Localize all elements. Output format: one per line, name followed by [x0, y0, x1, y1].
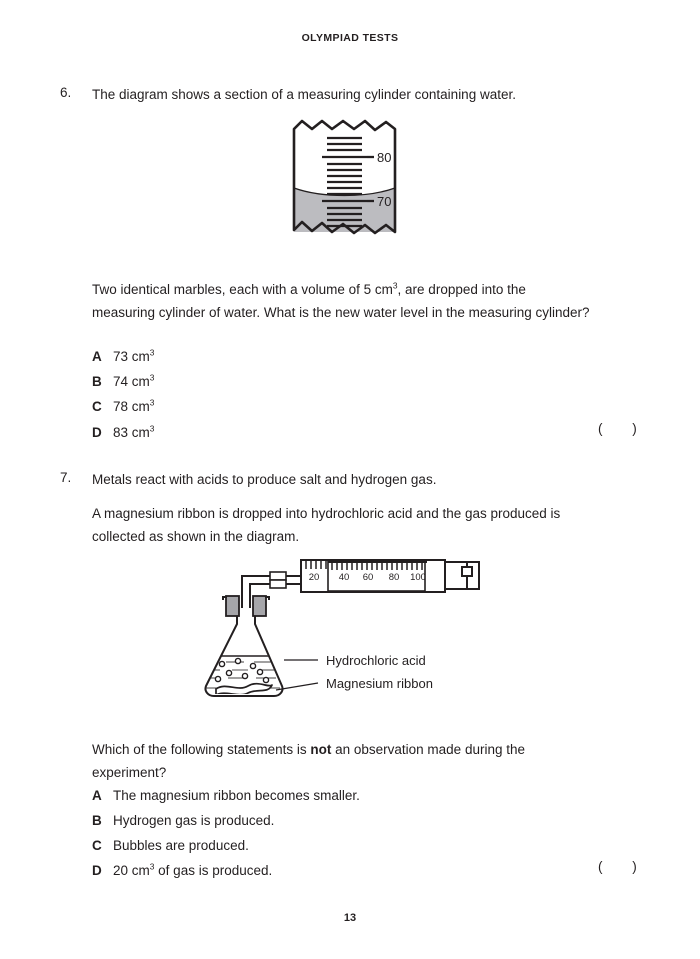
question-6-option-A — [92, 345, 612, 368]
question-7-answer-box[interactable]: ( ) — [598, 859, 650, 874]
syringe-plunger-end — [467, 562, 479, 589]
question-6-number: 6. — [60, 85, 72, 100]
tube-connector-lower — [270, 580, 286, 588]
gas-syringe-apparatus-diagram — [196, 548, 496, 706]
option-letter: C — [92, 838, 102, 853]
option-text: Bubbles are produced. — [113, 838, 249, 853]
syringe-scale-label-20: 20 — [308, 572, 320, 583]
cylinder-scale-label-70: 70 — [377, 194, 392, 209]
question-6-paragraph: Two identical marbles, each with a volume of 5 $cm^3$, are dropped into the measuring cylinder of water. What is the new water level in the measuring cylinder? — [92, 280, 590, 320]
question-7-stem: Metals react with acids to produce salt and hydrogen gas. — [92, 472, 437, 487]
question-7-paragraph: Which of the following statements is not an observation made during the experiment? — [92, 742, 525, 780]
page-number: 13 — [343, 912, 357, 924]
tube-connector-upper — [270, 572, 286, 580]
conical-flask-outline — [205, 608, 282, 696]
syringe-plunger-seal — [328, 559, 427, 563]
option-text: 78 $cm^3$ — [113, 397, 155, 414]
question-6-answer-box[interactable]: ( ) — [598, 421, 650, 436]
option-text: 83 $cm^3$ — [113, 423, 155, 440]
question-7-option-C — [92, 834, 612, 857]
question-6-stem: The diagram shows a section of a measuring cylinder containing water. — [92, 87, 516, 102]
option-text: 73 $cm^3$ — [113, 347, 155, 364]
measuring-cylinder-diagram — [282, 112, 412, 247]
callout-label-magnesium-ribbon: Magnesium ribbon — [326, 676, 433, 691]
syringe-scale-label-40: 40 — [338, 572, 350, 583]
question-6-option-C — [92, 395, 612, 418]
option-letter: B — [92, 813, 102, 828]
question-7-option-B — [92, 809, 612, 832]
syringe-scale-label-60: 60 — [362, 572, 374, 583]
stopper-right-block — [253, 596, 266, 616]
syringe-scale-label-80: 80 — [388, 572, 400, 583]
stopper-left-block — [226, 596, 239, 616]
syringe-scale-label-100: 100 — [410, 572, 426, 583]
option-letter: A — [92, 349, 102, 364]
option-letter: A — [92, 788, 102, 803]
question-7-stem-2: A magnesium ribbon is dropped into hydrochloric acid and the gas produced is collected as shown in the diagram. — [92, 506, 561, 544]
option-text: The magnesium ribbon becomes smaller. — [113, 788, 360, 803]
option-letter: D — [92, 425, 102, 440]
syringe-plunger-rod — [445, 562, 467, 589]
callout-label-hydrochloric-acid: Hydrochloric acid — [326, 653, 426, 668]
question-7-option-A — [92, 784, 612, 807]
question-6-option-B — [92, 370, 612, 393]
option-letter: B — [92, 374, 102, 389]
option-text: 20 $cm^3$ of gas is produced. — [113, 861, 273, 878]
question-7-number: 7. — [60, 470, 72, 485]
option-text: Hydrogen gas is produced. — [113, 813, 275, 828]
cylinder-scale-label-80: 80 — [377, 150, 392, 165]
option-text: 74 $cm^3$ — [113, 372, 155, 389]
option-letter: D — [92, 863, 102, 878]
option-letter: C — [92, 399, 102, 414]
question-7-option-D — [92, 859, 612, 882]
running-head: OLYMPIAD TESTS — [301, 32, 399, 44]
question-6-option-D — [92, 421, 612, 444]
